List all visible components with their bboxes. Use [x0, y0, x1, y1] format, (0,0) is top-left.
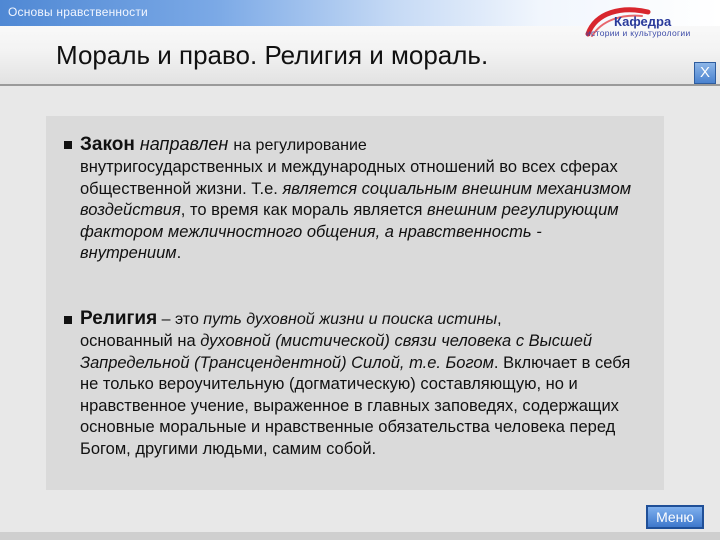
religion-text-3: . Включает в себя не только вероучительную (догматическую) составляющую, но и нравственное учение, выраженное в главных заповедях, содержащих основные моральные и нравственные обязательства человека перед Богом, другими людьми, самим собой.	[80, 353, 631, 458]
section-name: Основы нравственности	[8, 5, 148, 19]
square-bullet-icon	[64, 316, 72, 324]
bullet-body-religion	[80, 331, 650, 460]
term-law-rest: на регулирование	[233, 137, 367, 154]
term-religion: Религия	[80, 308, 158, 329]
law-text-1: внутригосударственных и международных отношений во всех сферах общественной жизни. Т.е.	[80, 158, 618, 198]
logo-subtitle: истории и культурологии	[586, 28, 691, 38]
bullet-heading-religion	[80, 307, 502, 331]
law-text-4: внешним регулирующим фактором межличностного общения, а нравственность - внутрениим	[80, 201, 619, 262]
menu-button[interactable]: Меню	[646, 505, 704, 529]
law-text-5: .	[176, 244, 182, 262]
slide-header	[0, 0, 720, 86]
term-law-italic: направлен	[139, 134, 229, 154]
square-bullet-icon	[64, 141, 72, 149]
logo-title: Кафедра	[614, 14, 672, 29]
page-title: Мораль и право. Религия и мораль.	[56, 40, 489, 70]
term-religion-comma: ,	[497, 311, 502, 328]
religion-text-1: основанный на	[80, 332, 201, 350]
footer-strip	[0, 532, 720, 540]
close-button[interactable]: X	[694, 62, 716, 84]
bullet-body-law	[80, 157, 640, 265]
term-religion-dash: – это	[157, 311, 204, 328]
religion-text-2: духовной (мистической) связи человека с Высшей Запредельной (Трансцендентной) Силой, т.е. Богом	[80, 332, 593, 372]
law-text-2: является социальным внешним механизмом воздействия	[80, 179, 632, 219]
law-text-3: , то время как мораль является	[180, 201, 427, 219]
bullet-heading-law	[80, 133, 367, 157]
term-religion-italic: путь духовной жизни и поиска истины	[203, 311, 498, 328]
term-law: Закон	[80, 134, 135, 155]
